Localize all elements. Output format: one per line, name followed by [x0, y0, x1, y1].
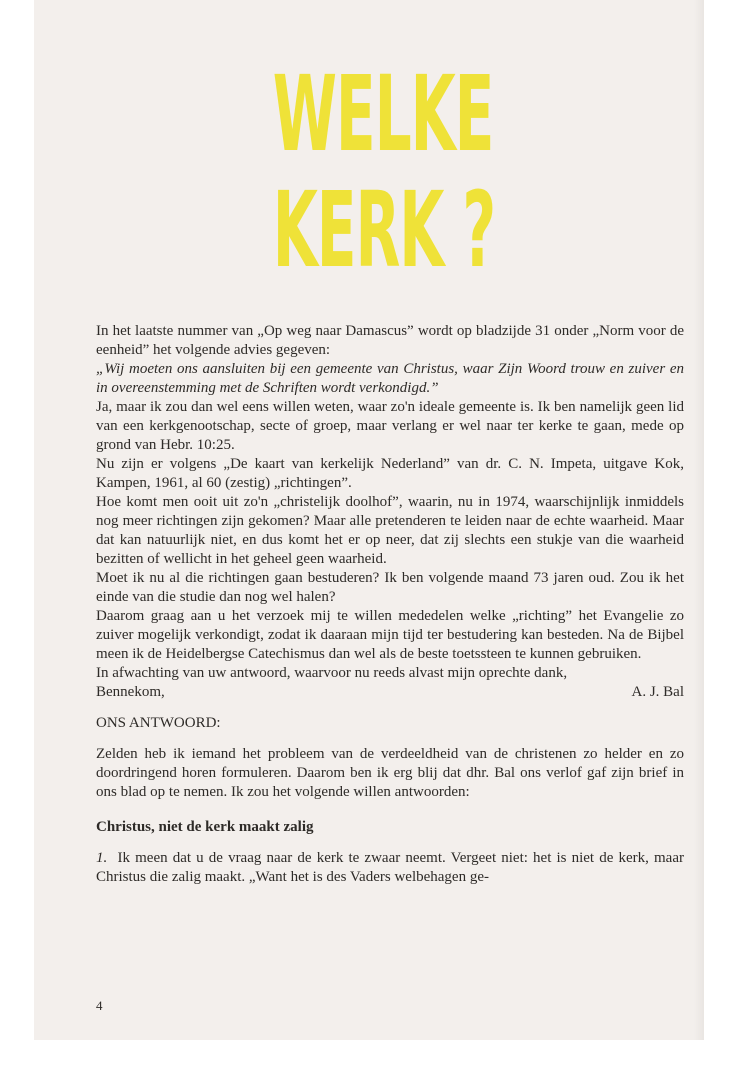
signature-name: A. J. Bal	[631, 684, 684, 700]
page-number: 4	[96, 998, 103, 1013]
letter-paragraph: Daarom graag aan u het verzoek mij te willen mededelen welke „richting” het Evangelie zo zuiver mogelijk verkondigt, zodat ik daaraan mijn tijd ter bestudering kan besteden. Na de Bijbel meen ik de Heidelbergse Catechismus dan wel als de beste toetssteen te kunnen gebruiken.	[96, 608, 684, 662]
subheading: Christus, niet de kerk maakt zalig	[96, 819, 314, 835]
quoted-advice: „Wij moeten ons aansluiten bij een gemeente van Christus, waar Zijn Woord trouw en zuiver en in overeenstemming met de Schriften wordt verkondigd.”	[96, 361, 684, 396]
letter-paragraph: Hoe komt men ooit uit zo'n „christelijk doolhof”, waarin, nu in 1974, waarschijnlijk inmiddels nog meer richtingen zijn gekomen? Maar alle pretenderen te leiden naar de echte waarheid. Maar dat kan natuurlijk niet, en dus komt het er op neer, dat zij slechts een stukje van die waarheid bezitten of wellicht in het geheel geen waarheid.	[96, 494, 684, 567]
point-1-number: 1.	[96, 850, 108, 866]
letter-paragraph: Moet ik nu al die richtingen gaan bestuderen? Ik ben volgende maand 73 jaren oud. Zou ik het einde van die studie dan nog wel halen?	[96, 570, 684, 605]
answer-intro: Zelden heb ik iemand het probleem van de verdeeldheid van de christenen zo helder en zo doordringend horen formuleren. Daarom ben ik erg blij dat dhr. Bal ons verlof gaf zijn brief in ons blad op te nemen. Ik zou het volgende willen antwoorden:	[96, 746, 684, 800]
letter-paragraph: In afwachting van uw antwoord, waarvoor nu reeds alvast mijn oprechte dank,	[96, 665, 568, 681]
answer-heading: ONS ANTWOORD:	[96, 715, 221, 731]
headline-line-2: KERK ?	[272, 169, 496, 291]
headline-line-1: WELKE	[272, 53, 494, 175]
intro-paragraph: In het laatste nummer van „Op weg naar Damascus” wordt op bladzijde 31 onder „Norm voor de eenheid” het volgende advies gegeven:	[96, 323, 684, 358]
signature	[96, 683, 684, 702]
signature-place: Bennekom,	[96, 684, 165, 700]
point-1	[96, 849, 684, 887]
page-edge	[694, 0, 704, 1040]
point-1-text: Ik meen dat u de vraag naar de kerk te zwaar neemt. Vergeet niet: het is niet de kerk, maar Christus die zalig maakt. „Want het is des Vaders welbehagen ge-	[96, 850, 684, 885]
article-body	[96, 322, 684, 887]
headline	[272, 53, 496, 291]
letter-paragraph: Ja, maar ik zou dan wel eens willen weten, waar zo'n ideale gemeente is. Ik ben namelijk geen lid van een kerkgenootschap, secte of groep, maar verlang er wel naar ter kerke te gaan, mede op grond van Hebr. 10:25.	[96, 399, 684, 453]
letter-paragraph: Nu zijn er volgens „De kaart van kerkelijk Nederland” van dr. C. N. Impeta, uitgave Kok, Kampen, 1961, al 60 (zestig) „richtingen”.	[96, 456, 684, 491]
